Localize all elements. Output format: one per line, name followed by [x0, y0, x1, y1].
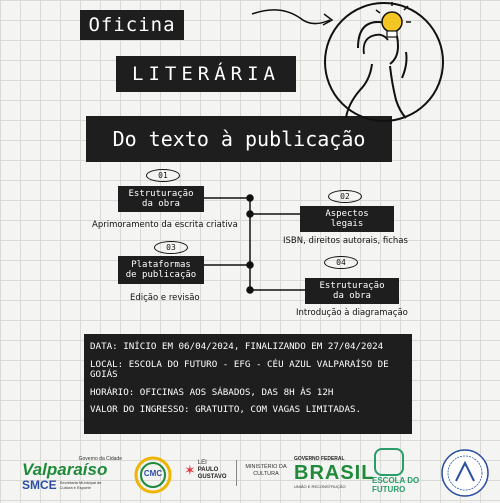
- logo-divider: [236, 460, 237, 486]
- step-description-02: ISBN, direitos autorais, fichas: [283, 236, 408, 246]
- event-date: DATA: INÍCIO EM 06/04/2024, FINALIZANDO EM 27/04/2024: [90, 341, 384, 352]
- cmc-label: CMC: [143, 469, 163, 478]
- step-label-line2: de publicação: [125, 270, 197, 280]
- escola-label-line2: FUTURO: [372, 485, 406, 494]
- step-label-line2: da obra: [333, 291, 371, 301]
- step-label-line2: legais: [330, 219, 364, 229]
- seal-logo: [440, 448, 490, 498]
- paulo-gustavo-label: PAULO GUSTAVO: [197, 467, 227, 480]
- governo-federal-logo: [294, 456, 375, 489]
- step-description-04: Introdução à diagramação: [296, 308, 408, 318]
- title-literaria: LITERÁRIA: [116, 56, 296, 92]
- step-label-line1: Estruturação: [128, 189, 194, 199]
- valparaiso-smce-logo: [22, 456, 122, 492]
- event-price: VALOR DO INGRESSO: GRATUITO, COM VAGAS LIMITADAS.: [90, 404, 362, 415]
- step-description-01: Aprimoramento da escrita criativa: [92, 220, 238, 230]
- title-oficina: Oficina: [80, 10, 184, 40]
- step-label-line1: Aspectos: [325, 209, 369, 219]
- step-label-line1: Estruturação: [319, 281, 385, 291]
- title-subtitle: Do texto à publicação: [86, 116, 392, 162]
- step-node-03: [118, 256, 204, 284]
- escola-label-line1: ESCOLA DO: [372, 476, 420, 485]
- cmc-logo: [134, 456, 172, 494]
- ministerio-cultura-label: MINISTÉRIO DA CULTURA: [245, 464, 287, 477]
- step-node-01: [118, 186, 204, 212]
- step-number-01: 01: [150, 169, 176, 181]
- step-node-02: [300, 206, 394, 232]
- event-info-box: [84, 334, 412, 434]
- smce-label: SMCE: [22, 478, 57, 492]
- valparaiso-top-label: Governo da Cidade: [78, 456, 122, 462]
- step-label-line2: da obra: [142, 199, 180, 209]
- event-location: LOCAL: ESCOLA DO FUTURO - EFG - CÉU AZUL VALPARAÍSO DE GOIÁS: [90, 358, 389, 380]
- brasil-sub-label: UNIÃO E RECONSTRUÇÃO: [294, 484, 346, 489]
- step-number-03: 03: [158, 241, 184, 253]
- governo-federal-label: GOVERNO FEDERAL: [294, 456, 345, 462]
- step-number-02: 02: [332, 190, 358, 202]
- step-node-04: [305, 278, 399, 304]
- step-label-line1: Plataformas: [131, 260, 191, 270]
- escola-icon: [374, 448, 404, 476]
- step-description-03: Edição e revisão: [130, 293, 200, 303]
- smce-sub-label: Secretaria Municipal de Cultura e Esporte: [59, 480, 102, 490]
- paulo-gustavo-logo: [184, 460, 228, 481]
- escola-do-futuro-logo: [372, 448, 436, 494]
- sponsor-logos: [0, 448, 500, 500]
- paulo-gustavo-prefix: LEI: [197, 460, 207, 466]
- event-schedule: HORÁRIO: OFICINAS AOS SÁBADOS, DAS 8H ÀS 12H: [90, 386, 334, 398]
- star-icon: ✶: [184, 462, 196, 478]
- valparaiso-name: Valparaíso: [22, 460, 108, 479]
- brasil-label: BRASIL: [294, 462, 375, 484]
- step-number-04: 04: [328, 256, 354, 268]
